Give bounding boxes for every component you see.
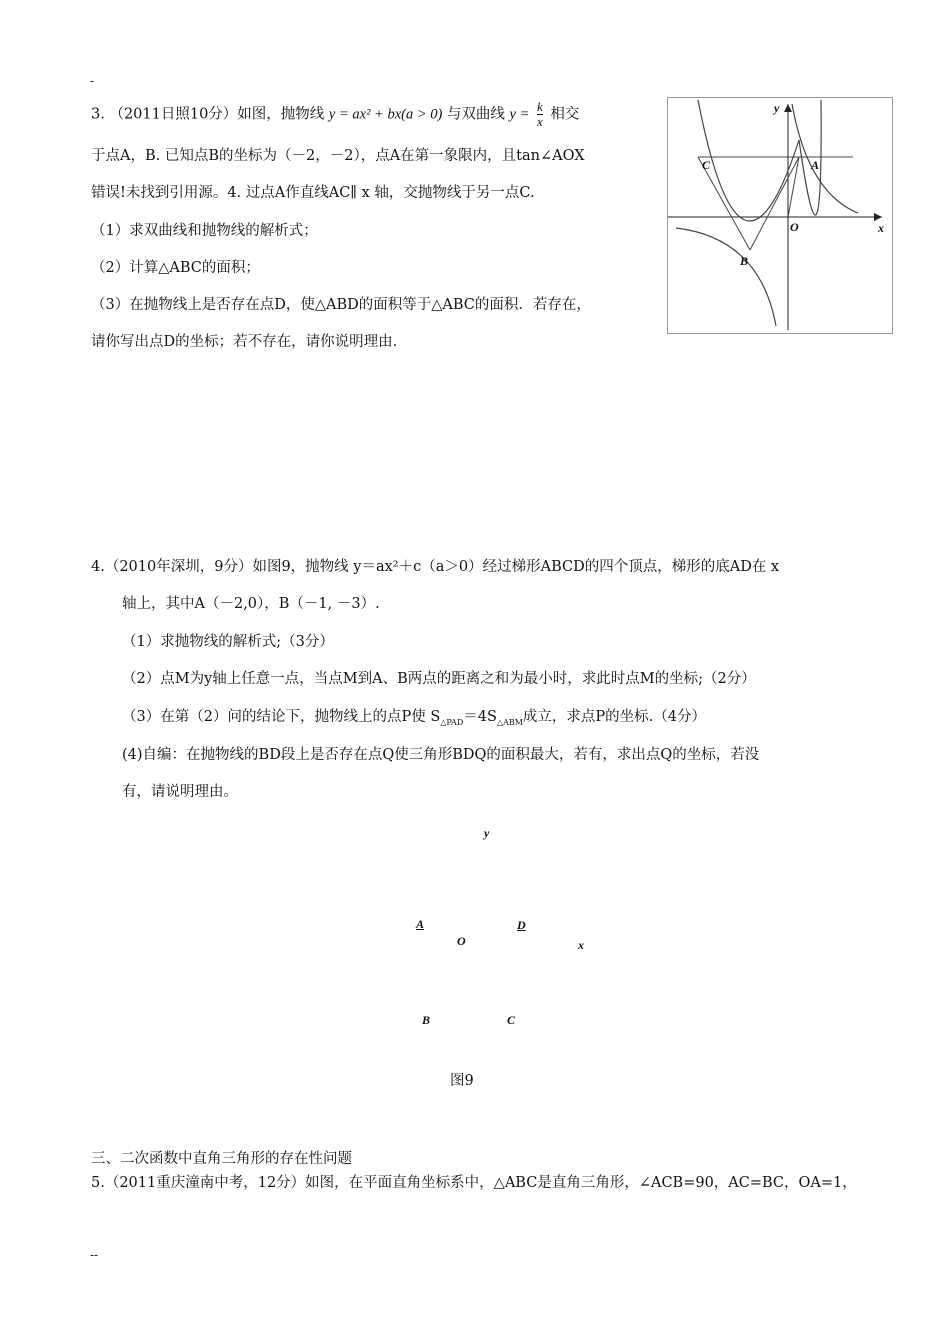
segment-ab bbox=[750, 157, 799, 250]
problem3-question3b: 请你写出点D的坐标；若不存在，请你说明理由. bbox=[91, 334, 398, 350]
problem4-question4b: 有，请说明理由。 bbox=[122, 784, 238, 800]
fig9-label-c: C bbox=[507, 1013, 516, 1027]
label-x: x bbox=[878, 221, 884, 235]
parabola-curve bbox=[698, 100, 799, 221]
page-bottom-mark: -- bbox=[90, 1248, 99, 1262]
label-b: B bbox=[740, 254, 749, 268]
problem3-intro-suffix: 相交 bbox=[550, 106, 580, 123]
problem4-line1: 4.（2010年深圳，9分）如图9，抛物线 y＝ax²＋c（a＞0）经过梯形ABCD的四个顶点，梯形的底AD在 x bbox=[91, 559, 780, 575]
problem3-intro: 3. （2011日照10分）如图，抛物线 bbox=[91, 106, 325, 123]
q3-subscript-pad: △PAD bbox=[440, 718, 464, 727]
fig9-label-o: O bbox=[457, 934, 466, 948]
figure9-caption: 图9 bbox=[450, 1073, 474, 1089]
problem3-question1: （1）求双曲线和抛物线的解析式； bbox=[91, 223, 318, 239]
section3-heading: 三、二次函数中直角三角形的存在性问题 bbox=[91, 1151, 352, 1167]
problem4-question4a: (4)自编：在抛物线的BD段上是否存在点Q使三角形BDQ的面积最大，若有，求出点Q的坐标，若没 bbox=[122, 747, 760, 763]
label-o: O bbox=[790, 220, 799, 234]
problem4-question3 bbox=[122, 707, 706, 733]
q3-prefix: （3）在第（2）问的结论下，抛物线上的点P使 S bbox=[122, 709, 441, 725]
page-top-mark: - bbox=[90, 74, 95, 88]
problem3-line2: 于点A，B. 已知点B的坐标为（－2，－2），点A在第一象限内，且tan∠AOX bbox=[91, 148, 585, 164]
q3-subscript-abm: △ABM bbox=[496, 718, 523, 727]
parabola-equation: y = ax² + bx(a > 0) bbox=[328, 106, 443, 123]
label-c: C bbox=[702, 158, 711, 172]
y-axis-arrow bbox=[784, 104, 792, 112]
problem5-line1: 5.（2011重庆潼南中考，12分）如图，在平面直角坐标系中，△ABC是直角三角形，∠ACB=90，AC=BC，OA=1， bbox=[91, 1175, 857, 1191]
q3-mid: ＝4S bbox=[463, 709, 497, 725]
label-y: y bbox=[774, 101, 780, 115]
problem3-question3a: （3）在抛物线上是否存在点D，使△ABD的面积等于△ABC的面积．若存在， bbox=[91, 297, 591, 313]
problem3-line1 bbox=[91, 100, 579, 129]
fig9-label-a: A bbox=[416, 917, 425, 931]
hyperbola-lhs: y = bbox=[509, 106, 530, 123]
figure-parabola-hyperbola bbox=[667, 97, 893, 334]
hyperbola-branch-3 bbox=[676, 228, 776, 326]
x-axis-arrow bbox=[874, 213, 882, 221]
problem3-question2: （2）计算△ABC的面积； bbox=[91, 260, 260, 276]
problem3-intro-mid: 与双曲线 bbox=[446, 106, 505, 123]
label-a: A bbox=[811, 158, 820, 172]
problem4-question1: （1）求抛物线的解析式;（3分） bbox=[122, 634, 334, 650]
fraction-denominator: x bbox=[537, 114, 543, 129]
fig9-label-x: x bbox=[578, 938, 584, 952]
problem4-question2: （2）点M为y轴上任意一点，当点M到A、B两点的距离之和为最小时，求此时点M的坐标;（2分） bbox=[122, 671, 756, 687]
q3-suffix: 成立，求点P的坐标.（4分） bbox=[522, 709, 707, 725]
fraction-numerator: k bbox=[537, 99, 543, 114]
hyperbola-fraction bbox=[537, 100, 543, 129]
fig9-label-y: y bbox=[484, 826, 490, 840]
figure1-graph bbox=[668, 98, 892, 333]
figure9 bbox=[380, 820, 620, 1040]
problem4-line2: 轴上，其中A（－2,0），B（－1, －3）. bbox=[122, 596, 380, 612]
fig9-label-d: D bbox=[517, 918, 526, 932]
fig9-label-b: B bbox=[422, 1013, 431, 1027]
problem3-line3: 错误!未找到引用源。4. 过点A作直线AC∥ x 轴，交抛物线于另一点C. bbox=[91, 185, 535, 201]
